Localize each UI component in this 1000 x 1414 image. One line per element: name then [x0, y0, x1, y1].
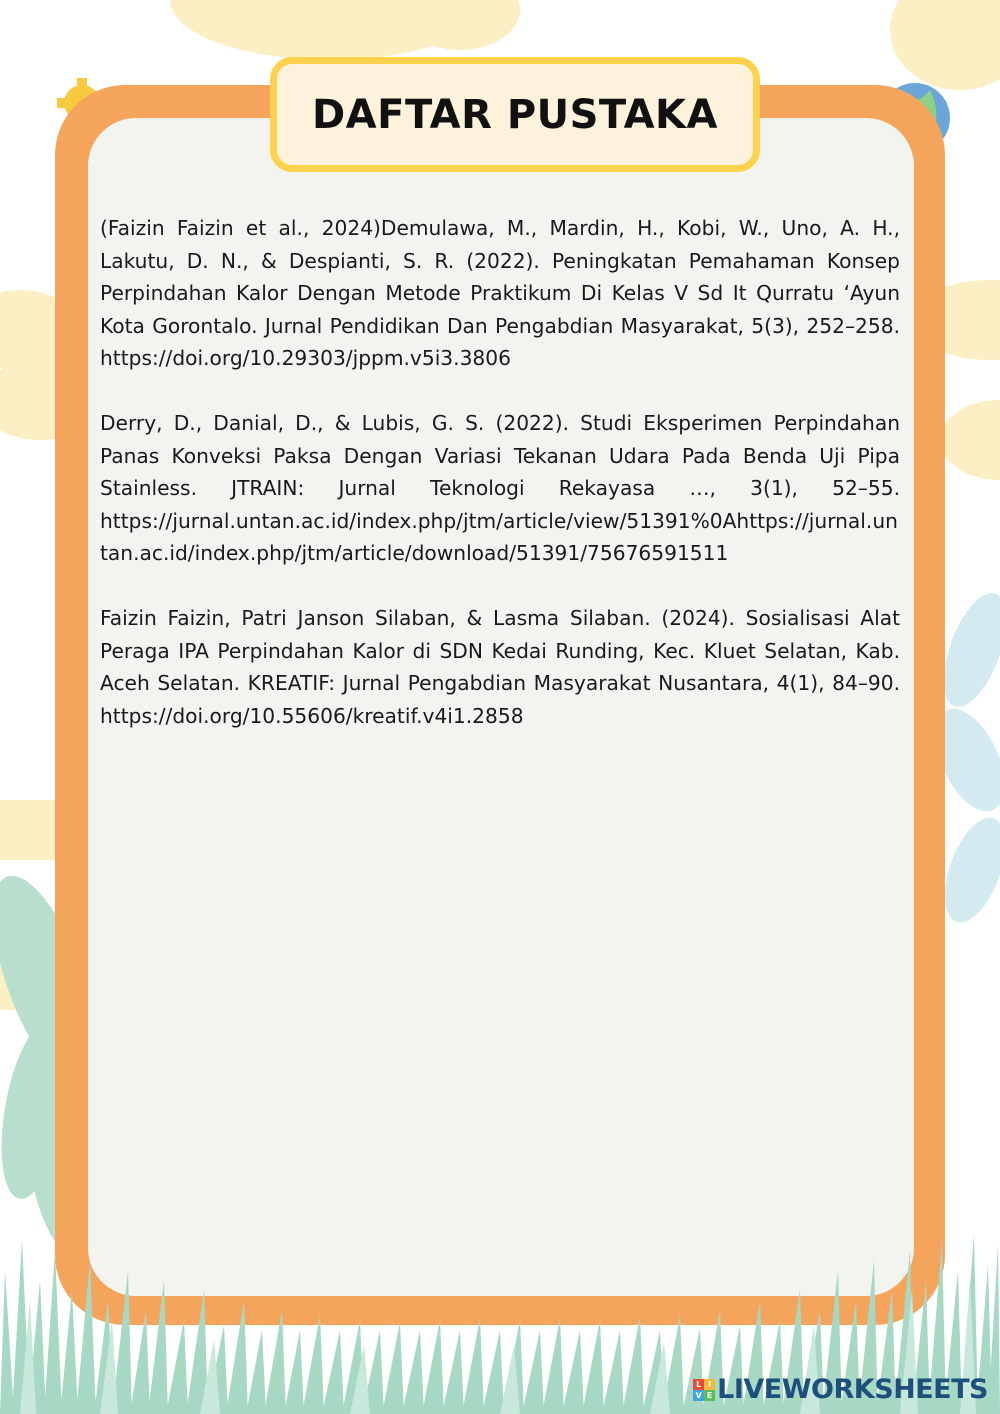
- liveworksheets-watermark: [693, 1374, 988, 1405]
- reference-entry: (Faizin Faizin et al., 2024)Demulawa, M., Mardin, H., Kobi, W., Uno, A. H., Lakutu, D. N., & Despianti, S. R. (2022). Peningkatan Pemahaman Konsep Perpindahan Kalor Dengan Metode Praktikum Di Kelas V Sd It Qurratu ‘Ayun Kota Gorontalo. Jurnal Pendidikan Dan Pengabdian Masyarakat, 5(3), 252–258. https://doi.org/10.29303/jppm.v5i3.3806: [100, 216, 900, 370]
- watermark-text: LIVEWORKSHEETS: [717, 1374, 988, 1405]
- logo-letter: E: [704, 1390, 715, 1401]
- reference-entry: Derry, D., Danial, D., & Lubis, G. S. (2022). Studi Eksperimen Perpindahan Panas Konveksi Paksa Dengan Variasi Tekanan Udara Pada Benda Uji Pipa Stainless. JTRAIN: Jurnal Teknologi Rekayasa …, 3(1), 52–55. https://jurnal.untan.ac.id/index.php/jtm/article/view/51391%0Ahttps://jurnal.untan.ac.id/index.php/jtm/article/download/51391/75676591511: [100, 411, 900, 565]
- logo-letter: I: [704, 1379, 715, 1390]
- reference-entry: Faizin Faizin, Patri Janson Silaban, & Lasma Silaban. (2024). Sosialisasi Alat Peraga IPA Perpindahan Kalor di SDN Kedai Runding, Kec. Kluet Selatan, Kab. Aceh Selatan. KREATIF: Jurnal Pengabdian Masyarakat Nusantara, 4(1), 84–90. https://doi.org/10.55606/kreatif.v4i1.2858: [100, 606, 900, 728]
- title-banner: [270, 57, 760, 172]
- logo-letter: L: [693, 1379, 704, 1390]
- logo-letter: V: [693, 1390, 704, 1401]
- page-title: DAFTAR PUSTAKA: [311, 91, 719, 138]
- reference-list: [100, 212, 900, 765]
- liveworksheets-logo-icon: [693, 1379, 715, 1401]
